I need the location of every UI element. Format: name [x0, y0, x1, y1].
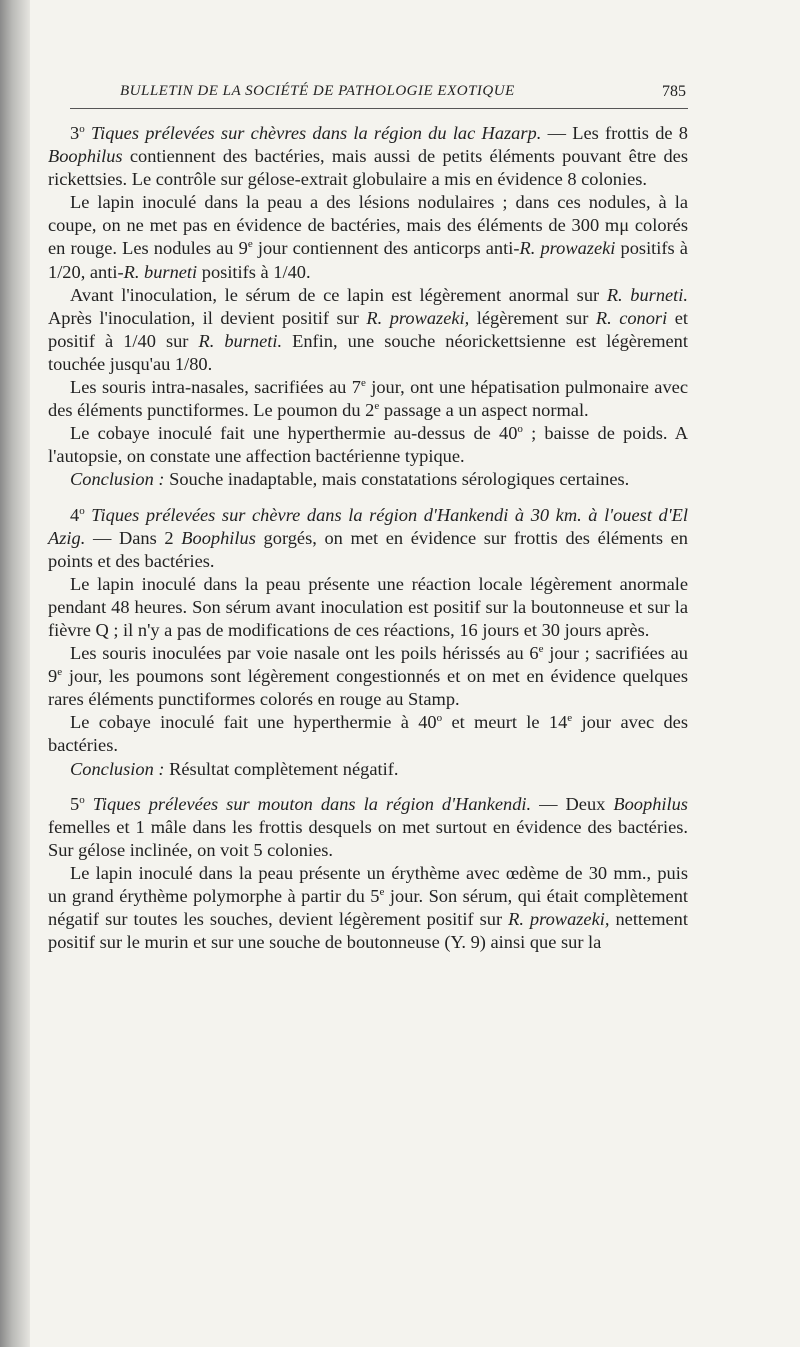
page-number: 785	[662, 83, 686, 100]
journal-title: BULLETIN DE LA SOCIÉTÉ DE PATHOLOGIE EXOTIQUE	[120, 83, 515, 99]
header-rule	[70, 108, 688, 109]
paragraph: Les souris inoculées par voie nasale ont les poils hérissés au 6e jour ; sacrifiées au 9e jour, les poumons sont légèrement congestionnés et on met en évidence quelques rares éléments punctiformes colorés en rouge au Stamp.	[48, 642, 688, 710]
paragraph: Le cobaye inoculé fait une hyperthermie au-dessus de 40$^o$ ; baisse de poids. A l'autopsie, on constate une affection bactérienne typique.	[48, 423, 688, 467]
section-4-conclusion: Conclusion : Résultat complètement négatif.	[70, 758, 399, 779]
section-5-intro: 5$^o$ Tiques prélevées sur mouton dans la région d'Hankendi. — Deux Boophilus femelles et 1 mâle dans les frottis desquels on met surtout en évidence des bactéries. Sur gélose inclinée, on voit 5 colonies.	[48, 793, 688, 860]
section-5-heading: Tiques prélevées sur mouton dans la région d'Hankendi.	[92, 793, 532, 814]
paragraph: Le lapin inoculé dans la peau présente une réaction locale légèrement anormale pendant 48 heures. Son sérum avant inoculation est positif sur la boutonneuse et sur la fièvre Q ; il n'y a pas de modifications de ces réactions, 16 jours et 30 jours après.	[48, 573, 688, 640]
section-3-heading: Tiques prélevées sur chèvres dans la région du lac Hazarp.	[90, 123, 542, 143]
paragraph: Le cobaye inoculé fait une hyperthermie à 40$^o$ et meurt le 14e jour avec des bactéries.	[48, 712, 688, 756]
section-3-conclusion: Conclusion : Souche inadaptable, mais constatations sérologiques certaines.	[70, 469, 630, 490]
paragraph: Les souris intra-nasales, sacrifiées au 7e jour, ont une hépatisation pulmonaire avec des éléments punctiformes. Le poumon du 2e passage a un aspect normal.	[48, 376, 688, 421]
paragraph: Le lapin inoculé dans la peau présente un érythème avec œdème de 30 mm., puis un grand érythème polymorphe à partir du 5e jour. Son sérum, qui était complètement négatif sur toutes les souches, devient légèrement positif sur R. prowazeki, nettement positif sur le murin et sur une souche de boutonneuse (Y. 9) ainsi que sur la	[48, 862, 688, 953]
section-3-intro: 3$^o$ Tiques prélevées sur chèvres dans la région du lac Hazarp. — Les frottis de 8 Boophilus contiennent des bactéries, mais aussi de petits éléments pouvant être des rickettsies. Le contrôle sur gélose-extrait globulaire a mis en évidence 8 colonies.	[48, 122, 688, 190]
paragraph: Avant l'inoculation, le sérum de ce lapin est légèrement anormal sur R. burneti. Après l'inoculation, il devient positif sur R. prowazeki, légèrement sur R. conori et positif à 1/40 sur R. burneti. Enfin, une souche néorickettsienne est légèrement touchée jusqu'au 1/80.	[48, 284, 688, 374]
section-4-heading: Tiques prélevées sur chèvre dans la région d'Hankendi à 30 km. à l'ouest d'El Azig.	[48, 504, 688, 548]
paragraph: Le lapin inoculé dans la peau a des lésions nodulaires ; dans ces nodules, à la coupe, on ne met pas en évidence de bactéries, mais des éléments de 300 mμ colorés en rouge. Les nodules au 9e jour contiennent des anticorps anti-R. prowazeki positifs à 1/20, anti-R. burneti positifs à 1/40.	[48, 192, 688, 282]
book-binding-shadow	[0, 0, 30, 1347]
article-body	[48, 122, 688, 954]
section-4-intro: 4$^o$ Tiques prélevées sur chèvre dans la région d'Hankendi à 30 km. à l'ouest d'El Azig. — Dans 2 Boophilus gorgés, on met en évidence sur frottis des éléments en points et des bactéries.	[48, 504, 688, 571]
